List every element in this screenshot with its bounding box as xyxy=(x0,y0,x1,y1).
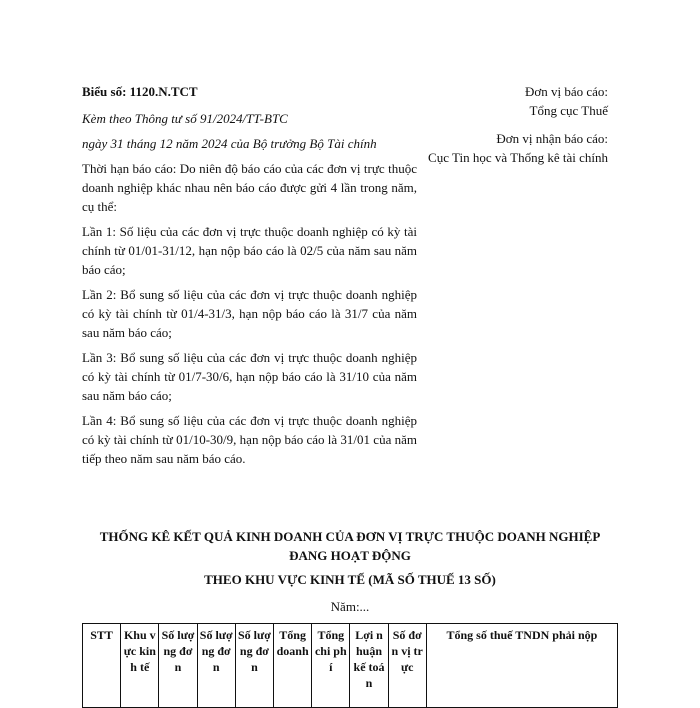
col-header-unit-count-c: Số lượng đơn xyxy=(235,624,273,708)
deadline-round-4: Lần 4: Bổ sung số liệu của các đơn vị trực thuộc doanh nghiệp có kỳ tài chính từ 01/10-30/9, hạn nộp báo cáo là 31/01 của năm tiếp theo năm sau năm báo cáo. xyxy=(82,413,417,466)
circular-reference: Kèm theo Thông tư số 91/2024/TT-BTC xyxy=(82,111,288,126)
deadline-round-3: Lần 3: Bổ sung số liệu của các đơn vị trực thuộc doanh nghiệp có kỳ tài chính từ 01/7-30/6, hạn nộp báo cáo là 31/10 của năm sau năm báo cáo; xyxy=(82,350,417,403)
reporting-unit: Tổng cục Thuế xyxy=(529,103,608,118)
col-header-unit-count-b: Số lượng đơn xyxy=(197,624,235,708)
col-header-cit-payable: Tổng số thuế TNDN phải nộp xyxy=(426,624,617,708)
statistics-table xyxy=(82,623,618,708)
units-block xyxy=(408,82,608,167)
report-year: Năm:... xyxy=(330,599,370,614)
receiving-unit-label: Đơn vị nhận báo cáo: xyxy=(496,131,608,146)
form-info-block xyxy=(82,82,417,474)
receiving-unit: Cục Tin học và Thống kê tài chính xyxy=(428,150,608,165)
table-header-row xyxy=(83,624,618,708)
col-header-stt: STT xyxy=(83,624,121,708)
deadline-round-1: Lần 1: Số liệu của các đơn vị trực thuộc doanh nghiệp có kỳ tài chính từ 01/01-31/12, hạn nộp báo cáo là 02/5 của năm sau năm báo cáo; xyxy=(82,224,417,277)
report-subtitle: THEO KHU VỰC KINH TẾ (MÃ SỐ THUẾ 13 SỐ) xyxy=(204,572,496,587)
col-header-total-revenue: Tổng doanh xyxy=(274,624,312,708)
col-header-economic-sector: Khu vực kinh tế xyxy=(121,624,159,708)
deadline-intro: Thời hạn báo cáo: Do niên độ báo cáo của các đơn vị trực thuộc doanh nghiệp khác nhau nên báo cáo được gửi 4 lần trong năm, cụ thể: xyxy=(82,161,417,214)
report-title: THỐNG KÊ KẾT QUẢ KINH DOANH CỦA ĐƠN VỊ TRỰC THUỘC DOANH NGHIỆP ĐANG HOẠT ĐỘNG xyxy=(99,529,601,563)
col-header-accounting-profit: Lợi nhuận kế toán xyxy=(350,624,388,708)
reporting-unit-label: Đơn vị báo cáo: xyxy=(524,84,608,99)
deadline-round-2: Lần 2: Bổ sung số liệu của các đơn vị trực thuộc doanh nghiệp có kỳ tài chính từ 01/4-31/3, hạn nộp báo cáo là 31/7 của năm sau năm báo cáo; xyxy=(82,287,417,340)
circular-date: ngày 31 tháng 12 năm 2024 của Bộ trưởng Bộ Tài chính xyxy=(82,136,377,151)
col-header-total-cost: Tổng chi phí xyxy=(312,624,350,708)
form-number: Biểu số: 1120.N.TCT xyxy=(82,84,198,99)
col-header-subsidiary-count: Số đơn vị trực xyxy=(388,624,426,708)
col-header-unit-count-a: Số lượng đơn xyxy=(159,624,197,708)
